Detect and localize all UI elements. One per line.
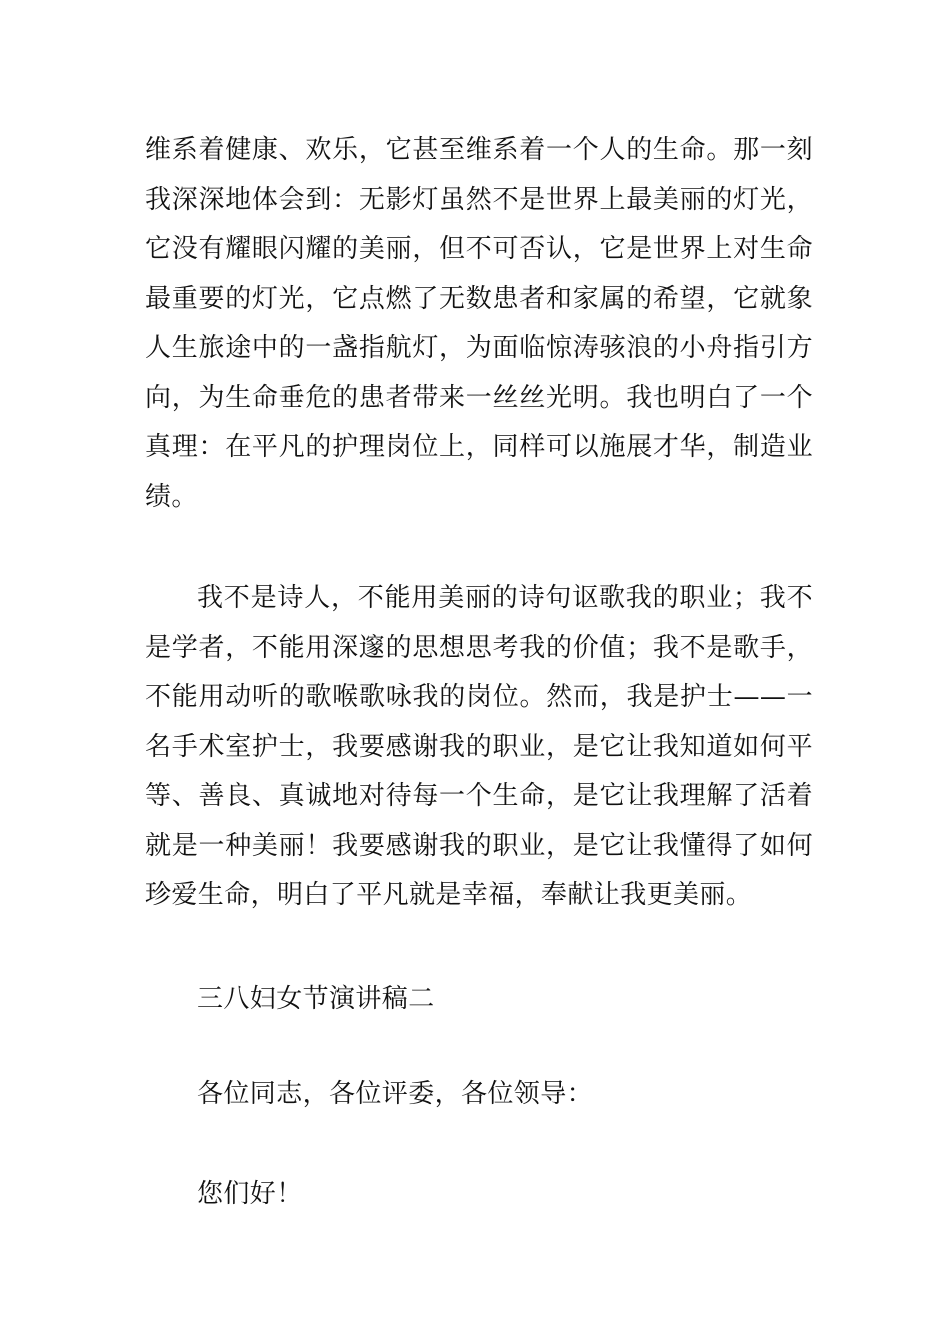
body-paragraph-1: 维系着健康、欢乐，它甚至维系着一个人的生命。那一刻我深深地体会到：无影灯虽然不是世界上最美丽的灯光，它没有耀眼闪耀的美丽，但不可否认，它是世界上对生命最重要的灯光，它点燃了无数患者和家属的希望，它就象人生旅途中的一盏指航灯，为面临惊涛骇浪的小舟指引方向，为生命垂危的患者带来一丝丝光明。我也明白了一个真理：在平凡的护理岗位上，同样可以施展才华，制造业绩。 (145, 135, 813, 512)
body-paragraph-2: 我不是诗人，不能用美丽的诗句讴歌我的职业；我不是学者，不能用深邃的思想思考我的价值；我不是歌手，不能用动听的歌喉歌咏我的岗位。然而，我是护士——一名手术室护士，我要感谢我的职业，是它让我知道如何平等、善良、真诚地对待每一个生命，是它让我理解了活着就是一种美丽！我要感谢我的职业，是它让我懂得了如何珍爱生命，明白了平凡就是幸福，奉献让我更美丽。 (145, 583, 813, 910)
section-title: 三八妇女节演讲稿二 (197, 984, 435, 1014)
greeting-line: 各位同志，各位评委，各位领导： (197, 1079, 594, 1109)
hello-line: 您们好！ (197, 1179, 303, 1209)
